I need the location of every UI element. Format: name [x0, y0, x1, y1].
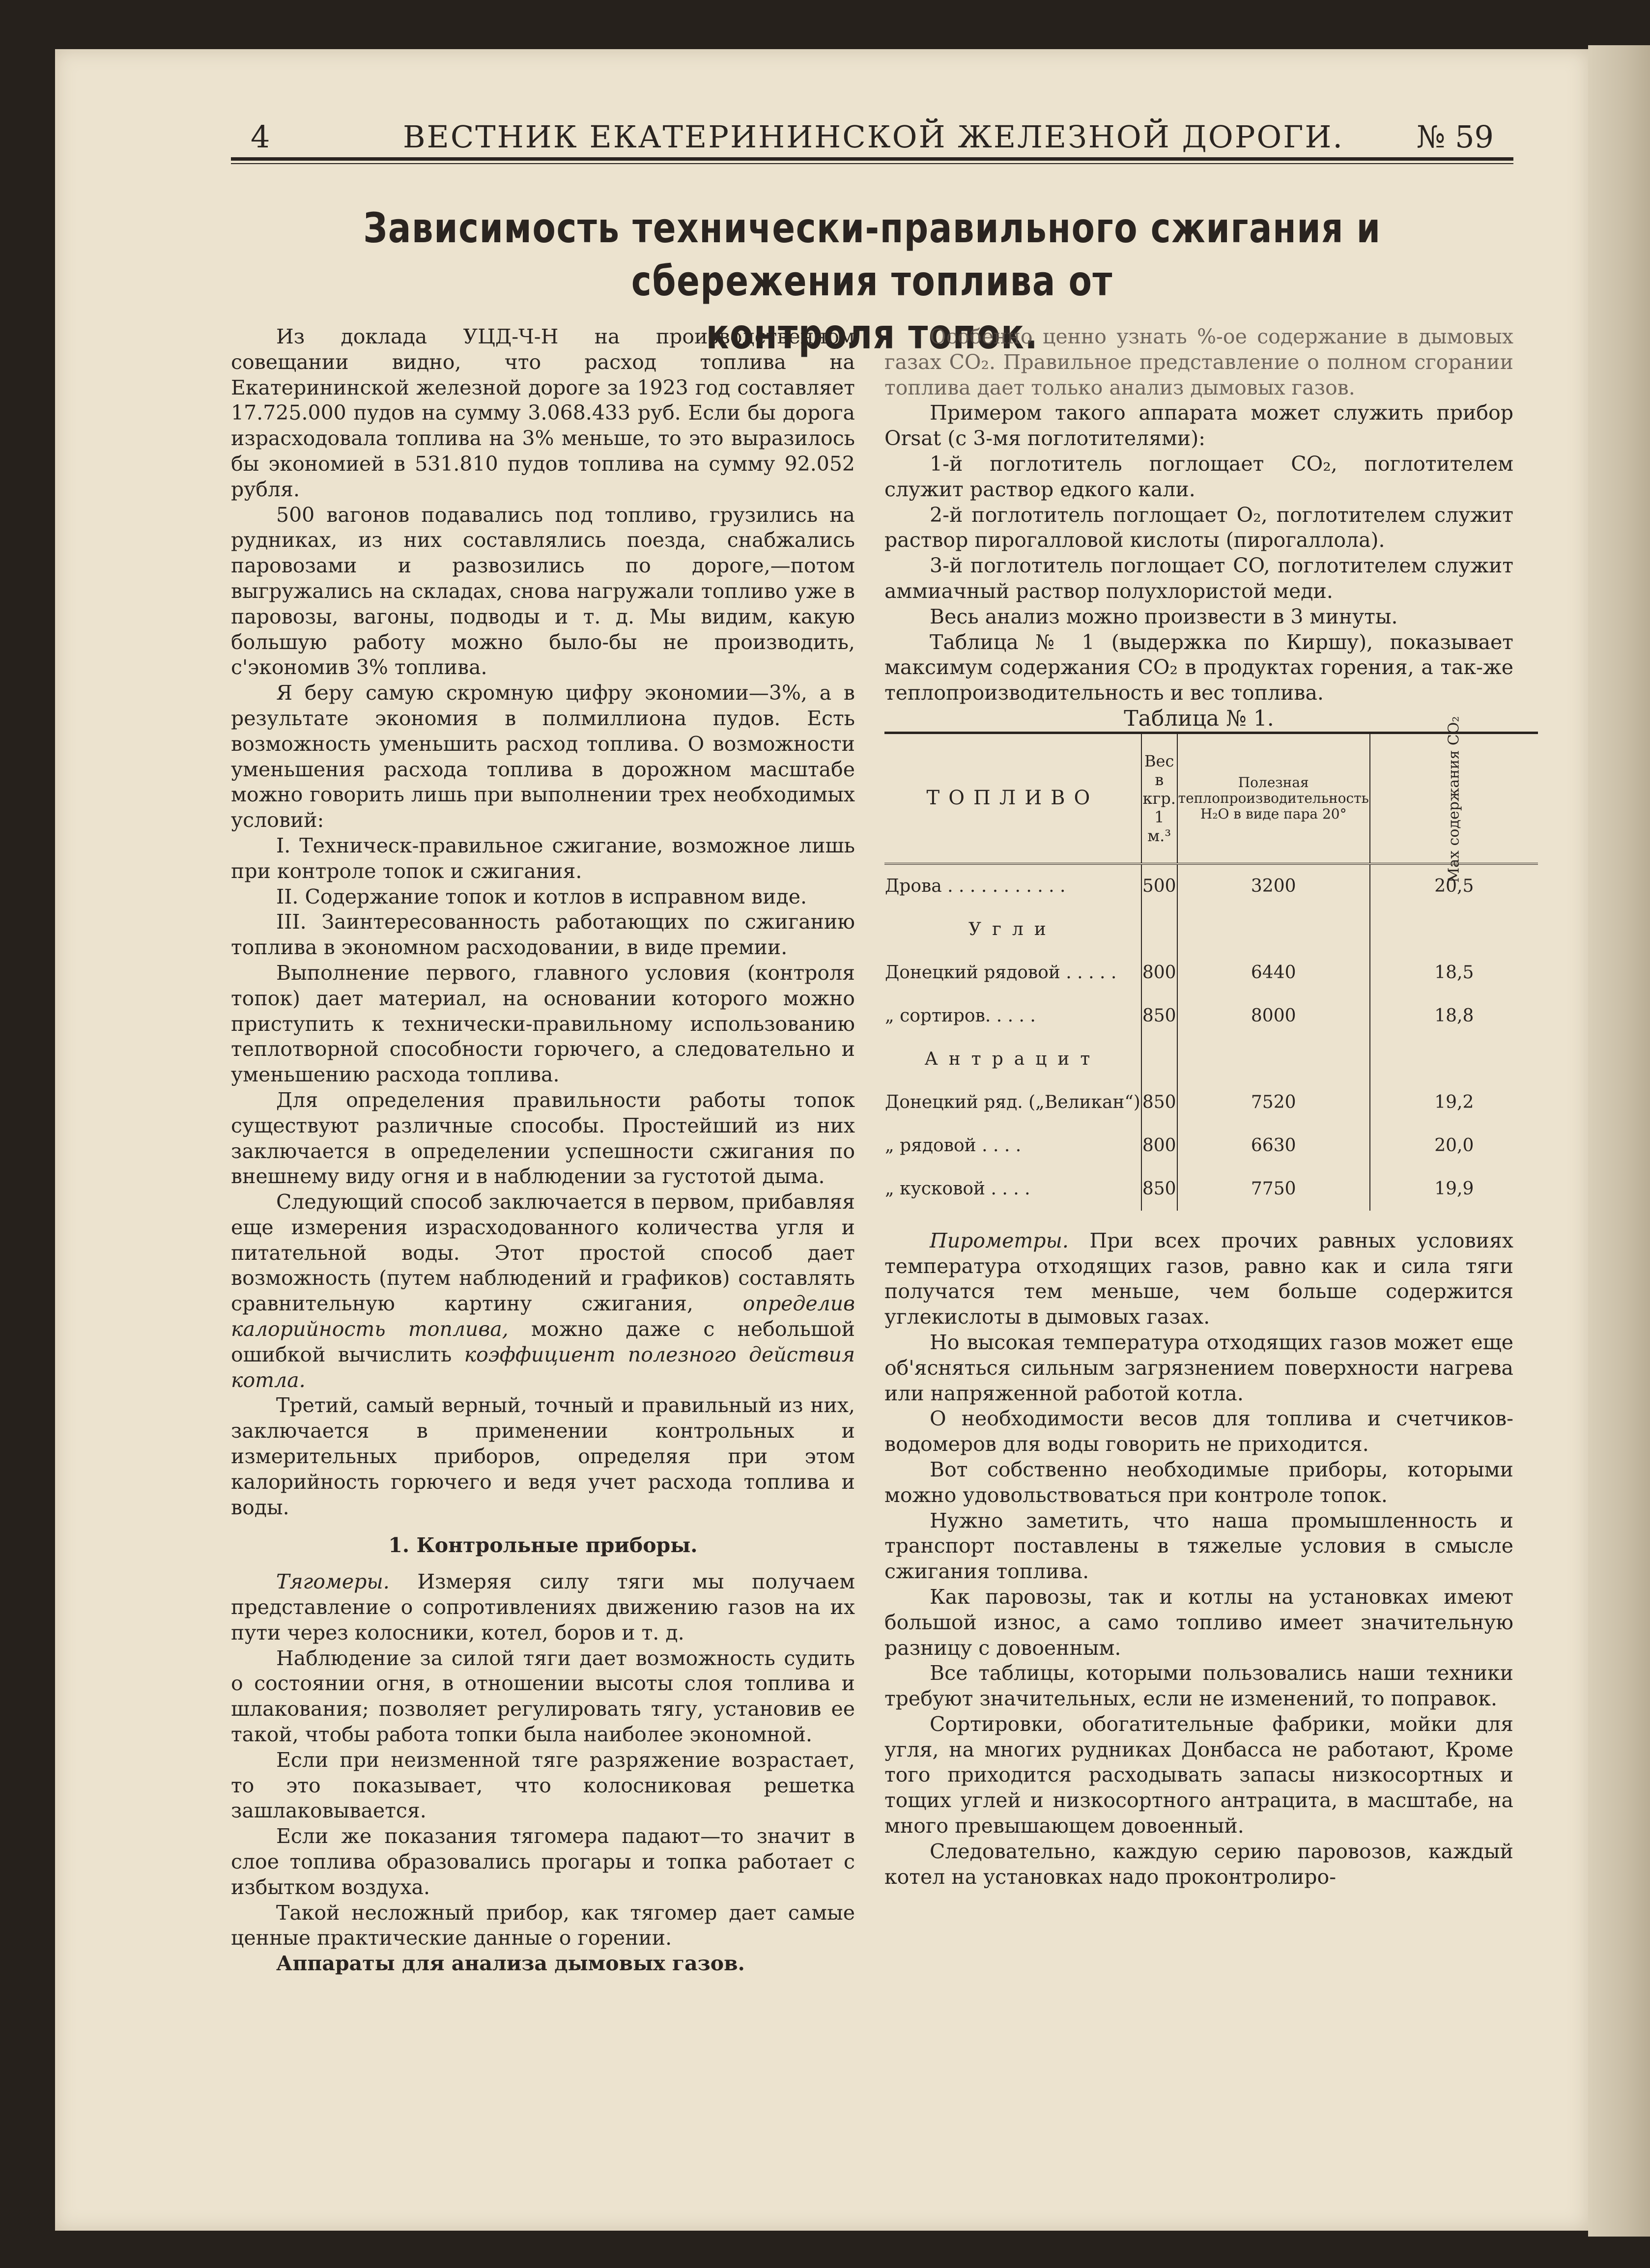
paragraph: Третий, самый верный, точный и правильный из них, заключается в применении контрольных и измерительных приборов, определяя при этом калорийность горючего и ведя учет расхода топлива и воды.	[231, 1393, 855, 1519]
column-header-fuel: ТОПЛИВО	[884, 733, 1141, 864]
table-cell-weight: 850	[1141, 994, 1177, 1038]
paragraph: Особенно ценно узнать %-ое содержание в дымовых газах CO₂. Правильное представление о полном сгорании топлива дает только анализ дымовых газов.	[884, 325, 1513, 399]
table-group-label: Угли	[968, 919, 1057, 939]
table-cell-heat: 3200	[1177, 864, 1370, 908]
paragraph	[231, 1190, 855, 1393]
table-caption: Таблица № 1.	[1124, 706, 1274, 731]
table-cell-heat: 6630	[1177, 1124, 1370, 1167]
paragraph: Все таблицы, которыми пользовались наши техники требуют значительных, если не изменений, то поправок.	[884, 1661, 1513, 1711]
table-cell-co2: 20,5	[1370, 864, 1538, 908]
table-header-row	[884, 733, 1538, 864]
table-cell-empty	[1141, 908, 1177, 951]
paragraph: Как паровозы, так и котлы на установках имеют большой износ, а само топливо имеет значительную разницу с довоенным.	[884, 1585, 1513, 1660]
right-column	[884, 324, 1513, 1890]
table-row	[884, 1124, 1538, 1167]
table-row	[884, 994, 1538, 1038]
paragraph: Нужно заметить, что наша промышленность и транспорт поставлены в тяжелые условия в смысле сжигания топлива.	[884, 1508, 1513, 1584]
co2-header-text: Max содержания CO₂	[1445, 716, 1463, 883]
table-cell-heat: 7750	[1177, 1167, 1370, 1211]
condition-item: I. Техническ-правильное сжигание, возможное лишь при контроле топок и сжигания.	[231, 833, 855, 883]
paragraph: Таблица № 1 (выдержка по Киршу), показывает максимум содержания CO₂ в продуктах горения, а так-же теплопроизводительность и вес топлива.	[884, 630, 1513, 705]
paragraph: Такой несложный прибор, как тягомер дает самые ценные практические данные о горении.	[231, 1900, 855, 1950]
table-cell-empty	[1370, 908, 1538, 951]
table-cell-co2: 19,2	[1370, 1081, 1538, 1124]
paragraph: Сортировки, обогатительные фабрики, мойки для угля, на многих рудниках Донбасса не работают, Кроме того приходится расходывать запасы низкосортных и тощих углей и низкосортного антрацита, в масштабе, на много превышающем довоенный.	[884, 1712, 1513, 1838]
table-row	[884, 951, 1538, 994]
headline-line-2: контроля топок.	[706, 310, 1039, 358]
paragraph: Если при неизменной тяге разряжение возрастает, то это показывает, что колосниковая решетка зашлаковывается.	[231, 1748, 855, 1823]
next-page-edge	[1588, 45, 1650, 2237]
table-cell-weight: 850	[1141, 1167, 1177, 1211]
table-cell-empty	[1370, 1038, 1538, 1081]
table-cell-fuel: „ сортиров. . . . .	[885, 1005, 1036, 1026]
table-cell-heat: 6440	[1177, 951, 1370, 994]
table-cell-fuel: Дрова . . . . . . . . . . .	[885, 876, 1066, 896]
headline-line-1: Зависимость технически-правильного сжигания и сбережения топлива от	[363, 204, 1381, 305]
table-cell-weight: 850	[1141, 1081, 1177, 1124]
section-heading: 1. Контрольные приборы.	[388, 1533, 698, 1558]
condition-item: III. Заинтересованность работающих по сжиганию топлива в экономном расходовании, в виде премии.	[231, 910, 855, 960]
header-rule-thin	[231, 163, 1513, 164]
paragraph: Выполнение первого, главного условия (контроля топок) дает материал, на основании которого можно приступить к технически-правильному использованию теплотворной способности горючего, а следовательно и уменьшению расхода топлива.	[231, 961, 855, 1087]
paragraph: Весь анализ можно произвести в 3 минуты.	[930, 604, 1398, 628]
paragraph: 1-й поглотитель поглощает CO₂, поглотителем служит раствор едкого кали.	[884, 452, 1513, 501]
table-cell-co2: 20,0	[1370, 1124, 1538, 1167]
paragraph	[884, 1228, 1513, 1330]
page-number: 4	[251, 119, 270, 155]
table-cell-fuel: Донецкий рядовой . . . . .	[885, 962, 1117, 983]
table-cell-heat: 8000	[1177, 994, 1370, 1038]
paragraph: Из доклада УЦД-Ч-Н на производственном совещании видно, что расход топлива на Екатерининской железной дороге за 1923 год составляет 17.725.000 пудов на сумму 3.068.433 руб. Если бы дорога израсходовала топлива на 3% меньше, то это выразилось бы экономией в 531.810 пудов топлива на сумму 92.052 рубля.	[231, 325, 855, 501]
table-cell-weight: 500	[1141, 864, 1177, 908]
text-run: можно даже с небольшой ошибкой вычислить	[231, 1317, 855, 1366]
table-row	[884, 864, 1538, 908]
table-cell-weight: 800	[1141, 1124, 1177, 1167]
table-cell-fuel: „ кусковой . . . .	[885, 1178, 1030, 1199]
issue-number: № 59	[1416, 119, 1494, 155]
header-rule	[231, 157, 1513, 161]
newspaper-title: ВЕСТНИК ЕКАТЕРИНИНСКОЙ ЖЕЛЕЗНОЙ ДОРОГИ.	[403, 119, 1344, 155]
paragraph: Для определения правильности работы топок существуют различные способы. Простейший из них заключается в определении успешности сжигания по внешнему виду огня и в наблюдении за густотой дыма.	[231, 1088, 855, 1189]
table-row	[884, 1081, 1538, 1124]
table-cell-empty	[1177, 908, 1370, 951]
table-body	[884, 864, 1538, 1211]
paragraph: Следовательно, каждую серию паровозов, каждый котел на установках надо проконтролиро-	[884, 1839, 1513, 1889]
paragraph: 500 вагонов подавались под топливо, грузились на рудниках, из них составлялись поезда, снабжались паровозами и развозились по дороге,—потом выгружались на складах, снова нагружали топливо уже в паровозы, вагоны, подводы и т. д. Мы видим, какую большую работу можно было-бы не производить, с'экономив 3% топлива.	[231, 503, 855, 680]
table-cell-weight: 800	[1141, 951, 1177, 994]
column-header-weight: Вес в кгр. 1 м.³	[1141, 733, 1177, 864]
text-run: При всех прочих равных условиях температура отходящих газов, равно как и сила тяги получатся тем меньше, чем больше содержится углекислоты в дымовых газах.	[884, 1228, 1513, 1329]
table-cell-fuel: Донецкий ряд. („Великан“)	[885, 1092, 1140, 1112]
page-header	[231, 116, 1513, 160]
column-header-co2	[1370, 716, 1538, 883]
condition-item: II. Содержание топок и котлов в исправном виде.	[276, 884, 807, 908]
table-cell-empty	[1141, 1038, 1177, 1081]
italic-run: Тягомеры.	[276, 1570, 390, 1594]
table-cell-empty	[1177, 1038, 1370, 1081]
paragraph: О необходимости весов для топлива и счетчиков-водомеров для воды говорить не приходится.	[884, 1407, 1513, 1456]
paragraph: Если же показания тягомера падают—то значит в слое топлива образовались прогары и топка работает с избытком воздуха.	[231, 1824, 855, 1899]
table-group-label: Антрацит	[924, 1049, 1101, 1069]
paragraph: 3-й поглотитель поглощает CO, поглотителем служит аммиачный раствор полухлористой меди.	[884, 554, 1513, 603]
subheading: Аппараты для анализа дымовых газов.	[276, 1952, 745, 1976]
italic-run: коэффициент полезного действия котла.	[231, 1342, 855, 1392]
table-cell-co2: 19,9	[1370, 1167, 1538, 1211]
table-group-row	[884, 908, 1538, 951]
paragraph: Но высокая температура отходящих газов может еще об'ясняться сильным загрязнением поверхности нагрева или напряженной работой котла.	[884, 1330, 1513, 1405]
paragraph	[231, 1569, 855, 1645]
table-cell-co2: 18,5	[1370, 951, 1538, 994]
italic-run: определив калорийность топлива,	[231, 1292, 855, 1341]
table-cell-heat: 7520	[1177, 1081, 1370, 1124]
left-column	[231, 324, 855, 1977]
table-row	[884, 1167, 1538, 1211]
text-run: Измеряя силу тяги мы получаем представление о сопротивлениях движению газов на их пути через колосники, котел, боров и т. д.	[231, 1570, 855, 1644]
table-group-row	[884, 1038, 1538, 1081]
text-run: Следующий способ заключается в первом, прибавляя еще измерения израсходованного количества угля и питательной воды. Этот простой способ дает возможность (путем наблюдений и графиков) составлять сравнительную картину сжигания,	[231, 1190, 855, 1316]
italic-run: Пирометры.	[930, 1228, 1069, 1252]
table-cell-co2: 18,8	[1370, 994, 1538, 1038]
paragraph: Вот собственно необходимые приборы, которыми можно удовольствоваться при контроле топок.	[884, 1457, 1513, 1507]
paragraph: Я беру самую скромную цифру экономии—3%, а в результате экономия в полмиллиона пудов. Есть возможность уменьшить расход топлива. О возможности уменьшения расхода топлива в дорожном масштабе можно говорить лишь при выполнении трех необходимых условий:	[231, 681, 855, 832]
column-header-heat: Полезная теплопроизводительность H₂O в виде пара 20°	[1177, 733, 1370, 864]
paragraph: Наблюдение за силой тяги дает возможность судить о состоянии огня, в отношении высоты слоя топлива и шлакования; позволяет регулировать тягу, установив ее такой, чтобы работа топки была наиболее экономной.	[231, 1646, 855, 1747]
paragraph: 2-й поглотитель поглощает O₂, поглотителем служит раствор пирогалловой кислоты (пирогаллола).	[884, 503, 1513, 552]
table-cell-fuel: „ рядовой . . . .	[885, 1135, 1022, 1156]
paragraph: Примером такого аппарата может служить прибор Orsat (с 3-мя поглотителями):	[884, 401, 1513, 451]
